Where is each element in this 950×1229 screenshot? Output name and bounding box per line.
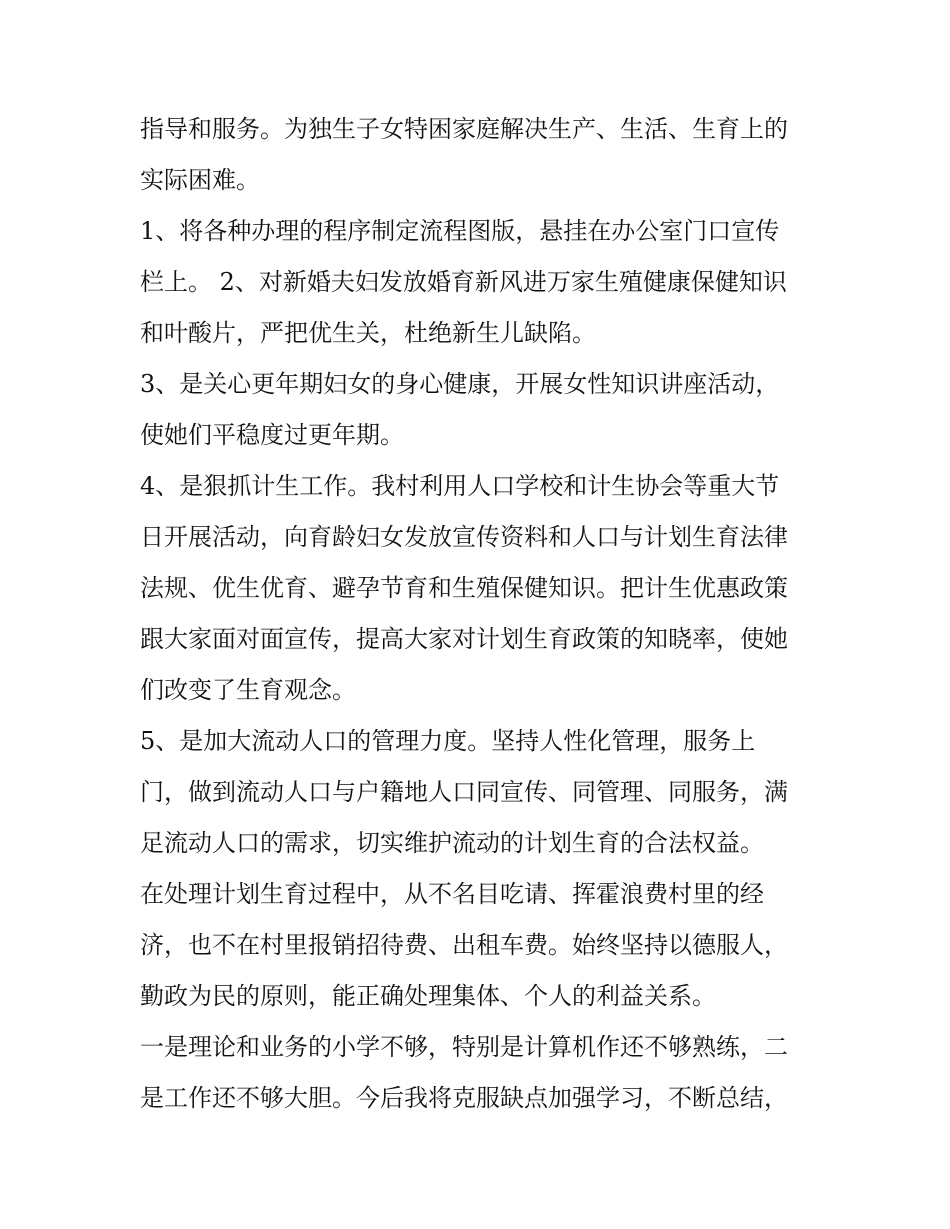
text-line: 使她们平稳度过更年期。: [140, 421, 404, 449]
text-line: 1、将各种办理的程序制定流程图版，悬挂在办公室门口宣传: [140, 217, 780, 245]
text-line: 足流动人口的需求，切实维护流动的计划生育的合法权益。: [140, 829, 764, 857]
text-line: 指导和服务。为独生子女特困家庭解决生产、生活、生育上的: [140, 115, 788, 143]
text-line: 跟大家面对面宣传，提高大家对计划生育政策的知晓率，使她: [140, 625, 788, 653]
text-line: 和叶酸片，严把优生关，杜绝新生儿缺陷。: [140, 319, 596, 347]
text-line: 实际困难。: [140, 166, 260, 194]
text-line: 日开展活动，向育龄妇女发放宣传资料和人口与计划生育法律: [140, 523, 788, 551]
text-line: 勤政为民的原则，能正确处理集体、个人的利益关系。: [140, 982, 716, 1010]
text-line: 3、是关心更年期妇女的身心健康，开展女性知识讲座活动，: [140, 370, 780, 398]
text-line: 门，做到流动人口与户籍地人口同宣传、同管理、同服务，满: [140, 778, 788, 806]
text-line: 一是理论和业务的小学不够，特别是计算机作还不够熟练，二: [140, 1033, 788, 1061]
text-line: 济，也不在村里报销招待费、出租车费。始终坚持以德服人，: [140, 931, 788, 959]
text-line: 法规、优生优育、避孕节育和生殖保健知识。把计生优惠政策: [140, 574, 788, 602]
text-line: 栏上。 2、对新婚夫妇发放婚育新风进万家生殖健康保健知识: [140, 268, 787, 296]
text-line: 5、是加大流动人口的管理力度。坚持人性化管理，服务上: [140, 727, 756, 755]
text-line: 是工作还不够大胆。今后我将克服缺点加强学习，不断总结，: [140, 1084, 788, 1112]
text-line: 们改变了生育观念。: [140, 676, 356, 704]
document-body: [140, 104, 820, 1124]
text-line: 4、是狠抓计生工作。我村利用人口学校和计生协会等重大节: [140, 472, 780, 500]
text-line: 在处理计划生育过程中，从不名目吃请、挥霍浪费村里的经: [140, 880, 764, 908]
